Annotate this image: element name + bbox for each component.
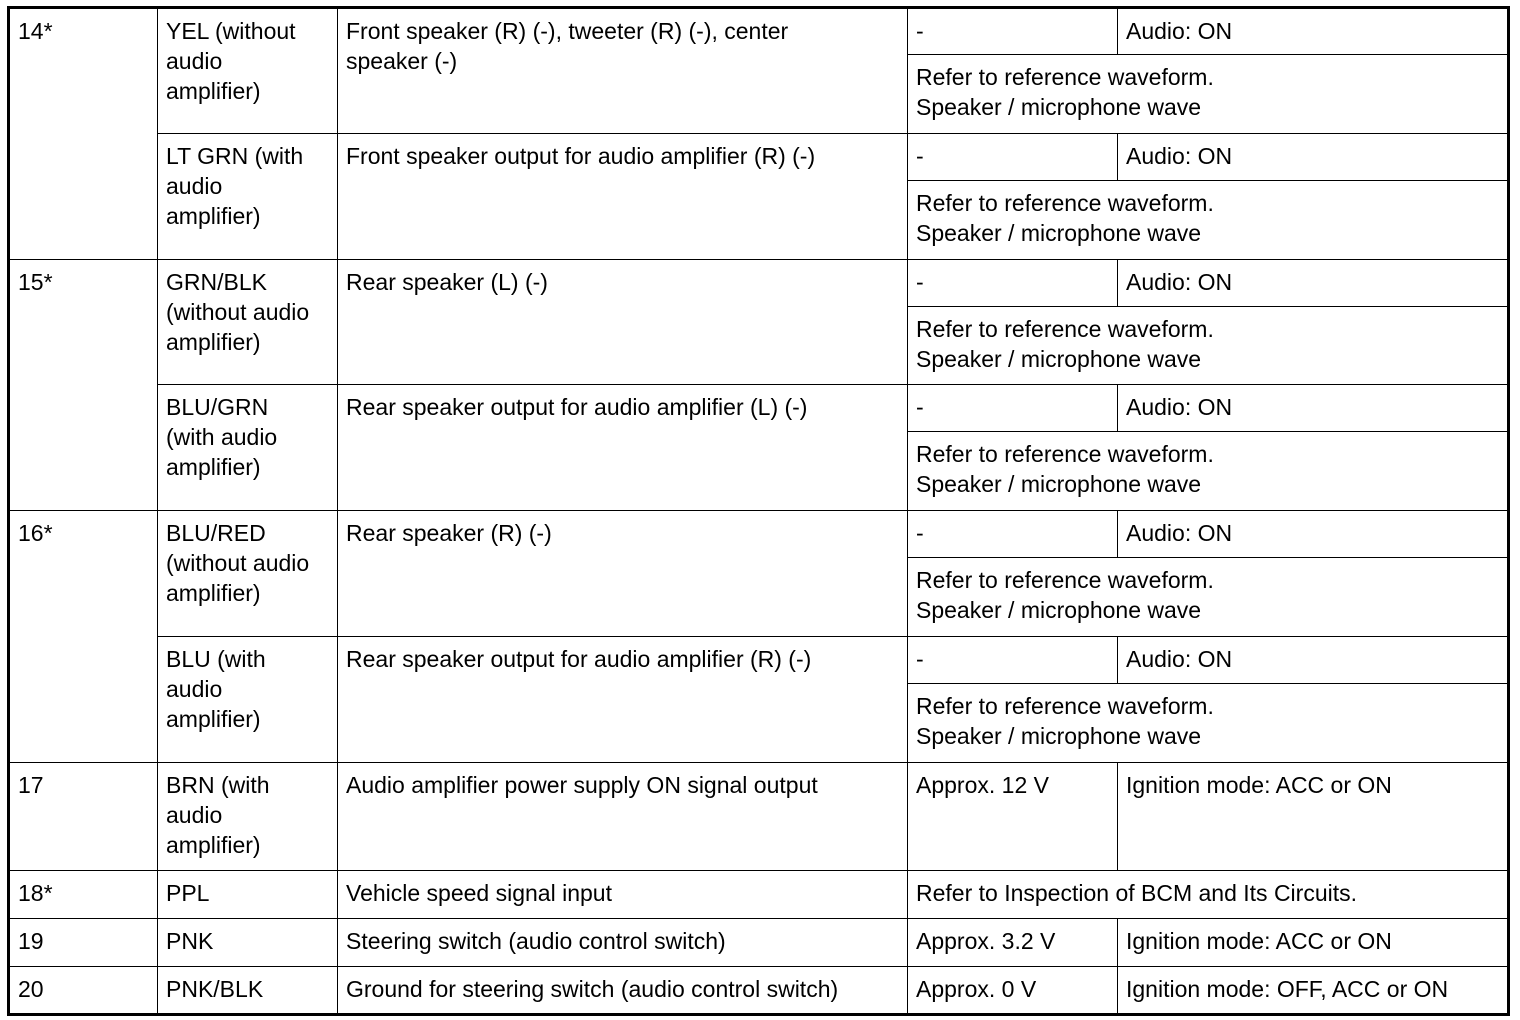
table-row <box>9 967 1509 1015</box>
signal-name: Vehicle speed signal input <box>338 871 908 919</box>
condition-cell: Audio: ON <box>1118 385 1509 432</box>
value-cell: Approx. 3.2 V <box>908 919 1118 967</box>
table-row <box>9 511 1509 558</box>
table-row <box>9 763 1509 871</box>
reference-note: Refer to reference waveform. Speaker / microphone wave <box>908 684 1509 763</box>
table-row <box>9 637 1509 684</box>
signal-name: Front speaker (R) (-), tweeter (R) (-), center speaker (-) <box>338 8 908 134</box>
value-cell: - <box>908 134 1118 181</box>
terminal-inspection-table <box>7 6 1510 1016</box>
terminal-number: 16* <box>9 511 158 763</box>
value-cell: - <box>908 637 1118 684</box>
wire-color: GRN/BLK (without audio amplifier) <box>158 260 338 385</box>
reference-note: Refer to reference waveform. Speaker / microphone wave <box>908 307 1509 385</box>
terminal-number: 18* <box>9 871 158 919</box>
wire-color: BRN (with audio amplifier) <box>158 763 338 871</box>
condition-cell: Ignition mode: OFF, ACC or ON <box>1118 967 1509 1015</box>
signal-name: Rear speaker output for audio amplifier (L) (-) <box>338 385 908 511</box>
wire-color: YEL (without audio amplifier) <box>158 8 338 134</box>
wire-color: PNK <box>158 919 338 967</box>
terminal-number: 19 <box>9 919 158 967</box>
condition-cell: Audio: ON <box>1118 8 1509 55</box>
reference-note: Refer to reference waveform. Speaker / microphone wave <box>908 432 1509 511</box>
wire-color: BLU/RED (without audio amplifier) <box>158 511 338 637</box>
signal-name: Rear speaker output for audio amplifier (R) (-) <box>338 637 908 763</box>
condition-cell: Audio: ON <box>1118 511 1509 558</box>
condition-cell: Ignition mode: ACC or ON <box>1118 919 1509 967</box>
reference-note: Refer to reference waveform. Speaker / microphone wave <box>908 55 1509 134</box>
table-row <box>9 8 1509 55</box>
condition-cell: Audio: ON <box>1118 260 1509 307</box>
reference-note: Refer to reference waveform. Speaker / microphone wave <box>908 181 1509 260</box>
terminal-number: 17 <box>9 763 158 871</box>
wire-color: PPL <box>158 871 338 919</box>
table-row <box>9 871 1509 919</box>
terminal-number: 20 <box>9 967 158 1015</box>
signal-name: Steering switch (audio control switch) <box>338 919 908 967</box>
table-row <box>9 134 1509 181</box>
reference-note: Refer to Inspection of BCM and Its Circuits. <box>908 871 1509 919</box>
condition-cell: Audio: ON <box>1118 134 1509 181</box>
signal-name: Rear speaker (R) (-) <box>338 511 908 637</box>
signal-name: Rear speaker (L) (-) <box>338 260 908 385</box>
terminal-number: 14* <box>9 8 158 260</box>
value-cell: - <box>908 511 1118 558</box>
wire-color: PNK/BLK <box>158 967 338 1015</box>
table-row <box>9 385 1509 432</box>
signal-name: Front speaker output for audio amplifier (R) (-) <box>338 134 908 260</box>
value-cell: Approx. 12 V <box>908 763 1118 871</box>
value-cell: Approx. 0 V <box>908 967 1118 1015</box>
wire-color: LT GRN (with audio amplifier) <box>158 134 338 260</box>
value-cell: - <box>908 385 1118 432</box>
value-cell: - <box>908 8 1118 55</box>
condition-cell: Audio: ON <box>1118 637 1509 684</box>
condition-cell: Ignition mode: ACC or ON <box>1118 763 1509 871</box>
table-row <box>9 260 1509 307</box>
reference-note: Refer to reference waveform. Speaker / microphone wave <box>908 558 1509 637</box>
wire-color: BLU/GRN (with audio amplifier) <box>158 385 338 511</box>
value-cell: - <box>908 260 1118 307</box>
wire-color: BLU (with audio amplifier) <box>158 637 338 763</box>
signal-name: Audio amplifier power supply ON signal output <box>338 763 908 871</box>
signal-name: Ground for steering switch (audio control switch) <box>338 967 908 1015</box>
table-row <box>9 919 1509 967</box>
terminal-number: 15* <box>9 260 158 511</box>
